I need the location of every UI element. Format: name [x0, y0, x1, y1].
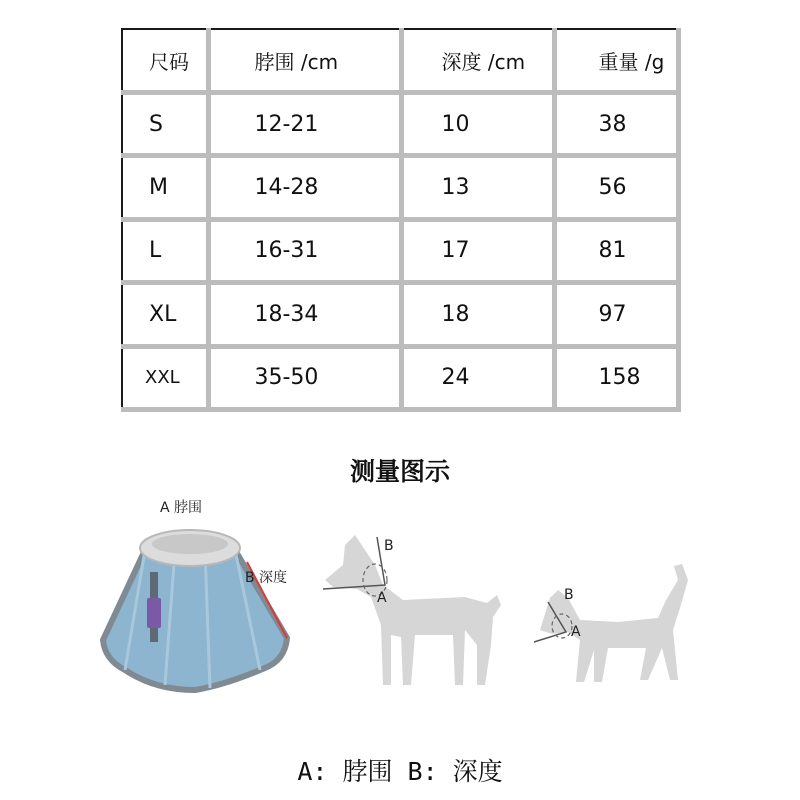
table-row: [122, 93, 678, 156]
dog-label-a: A: [377, 590, 387, 606]
measure-legend: A: 脖围 B: 深度: [297, 757, 503, 786]
cone-label-a: A 脖围: [160, 500, 203, 516]
cat-label-b: B: [564, 587, 574, 603]
cat-silhouette: [540, 564, 688, 682]
cat-illustration: [528, 560, 693, 690]
header-weight: 重量 /g: [554, 29, 678, 93]
header-neck: 脖围 /cm: [208, 29, 401, 93]
cone-collar-illustration: [95, 520, 295, 705]
size-cell: L: [122, 219, 208, 282]
neck-cell: 18-34: [208, 283, 401, 346]
depth-cell: 17: [401, 219, 554, 282]
size-cell: S: [122, 93, 208, 156]
size-table: [121, 28, 681, 412]
depth-cell: 24: [401, 346, 554, 409]
weight-cell: 56: [554, 156, 678, 219]
table-row: [122, 346, 678, 409]
header-size: 尺码: [122, 29, 208, 93]
neck-cell: 12-21: [208, 93, 401, 156]
dog-silhouette: [325, 535, 501, 685]
neck-cell: 16-31: [208, 219, 401, 282]
weight-cell: 97: [554, 283, 678, 346]
table-header-row: [122, 29, 678, 93]
cat-label-a: A: [571, 624, 581, 640]
cone-label-b: B 深度: [245, 570, 288, 586]
weight-cell: 81: [554, 219, 678, 282]
depth-cell: 18: [401, 283, 554, 346]
weight-cell: 38: [554, 93, 678, 156]
size-cell: XL: [122, 283, 208, 346]
table-row: [122, 219, 678, 282]
size-cell: M: [122, 156, 208, 219]
depth-cell: 13: [401, 156, 554, 219]
table-row: [122, 283, 678, 346]
neck-cell: 35-50: [208, 346, 401, 409]
weight-cell: 158: [554, 346, 678, 409]
measure-title: 测量图示: [349, 457, 450, 486]
dog-illustration: [315, 525, 510, 690]
dog-label-b: B: [384, 538, 394, 554]
header-depth: 深度 /cm: [401, 29, 554, 93]
table-row: [122, 156, 678, 219]
depth-cell: 10: [401, 93, 554, 156]
neck-cell: 14-28: [208, 156, 401, 219]
size-cell: XXL: [122, 346, 208, 409]
